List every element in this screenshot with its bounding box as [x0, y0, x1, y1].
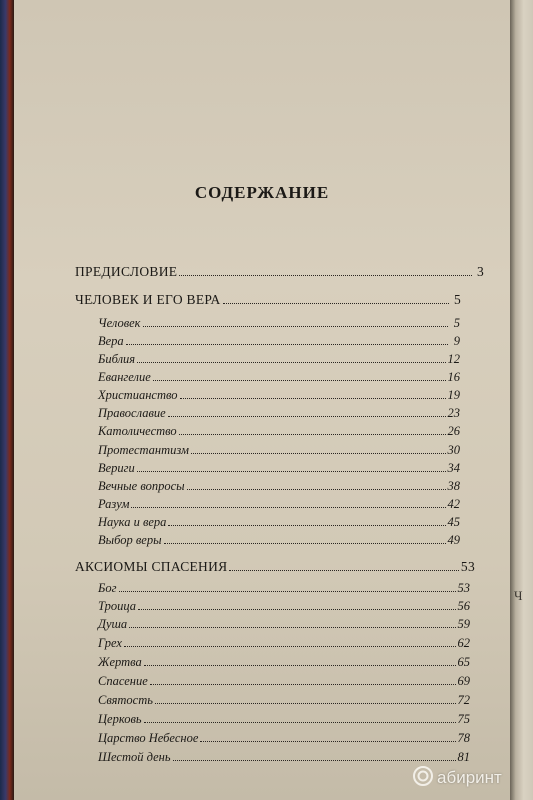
toc-page-number: 56 [457, 599, 470, 613]
toc-item-row [98, 690, 470, 708]
toc-page-number: 75 [457, 712, 470, 726]
toc-item-label: Выбор веры [98, 533, 162, 547]
toc-section-row [75, 290, 461, 308]
toc-item-label: Христианство [98, 388, 178, 402]
toc-item-label: Католичество [98, 424, 177, 438]
dot-leader [143, 313, 448, 327]
toc-item-row [98, 331, 460, 349]
toc-item-label: Вера [98, 334, 124, 348]
toc-page-number: 78 [457, 731, 470, 745]
toc-page-number: 3 [476, 264, 484, 279]
dot-leader [168, 403, 446, 417]
dot-leader [144, 652, 456, 666]
toc-item-row [98, 440, 460, 458]
dot-leader [131, 494, 445, 508]
labirint-logo-icon [412, 765, 437, 792]
toc-item-label: Святость [98, 693, 153, 707]
toc-page-number: 16 [447, 370, 460, 384]
toc-page-number: 12 [447, 352, 460, 366]
toc-item-label: Православие [98, 406, 166, 420]
toc-page-number: 23 [447, 406, 460, 420]
dot-leader [153, 367, 446, 381]
toc-item-row [98, 349, 460, 367]
toc-item-label: Разум [98, 497, 130, 511]
toc-item-row [98, 747, 470, 765]
toc-page-number: 5 [453, 316, 460, 330]
toc-item-label: Грех [98, 636, 122, 650]
dot-leader [129, 614, 455, 628]
toc-item-row [98, 512, 460, 530]
dot-leader [223, 290, 449, 304]
book-spine [0, 0, 14, 800]
toc-item-row [98, 385, 460, 403]
toc-page-number: 72 [457, 693, 470, 707]
toc-item-label: Вериги [98, 461, 135, 475]
toc-page-number: 62 [457, 636, 470, 650]
toc-item-row [98, 421, 460, 439]
toc-page-number: 45 [447, 515, 460, 529]
dot-leader [137, 349, 445, 363]
toc-page-number: 26 [447, 424, 460, 438]
dot-leader [180, 385, 446, 399]
dot-leader [144, 709, 456, 723]
toc-item-label: Шестой день [98, 750, 171, 764]
toc-page-number: 19 [447, 388, 460, 402]
toc-item-row [98, 367, 460, 385]
toc-item-label: Наука и вера [98, 515, 167, 529]
toc-page-number: 9 [453, 334, 460, 348]
dot-leader [164, 530, 446, 544]
dot-leader [179, 421, 446, 435]
toc-item-row [98, 458, 460, 476]
contents-page [14, 0, 510, 800]
toc-section-row [75, 262, 484, 280]
toc-item-row [98, 578, 470, 596]
toc-section-label: ЧЕЛОВЕК И ЕГО ВЕРА [75, 292, 221, 307]
toc-item-row [98, 652, 470, 670]
toc-section-row [75, 557, 475, 575]
toc-item-row [98, 476, 460, 494]
toc-section-label: АКСИОМЫ СПАСЕНИЯ [75, 559, 228, 574]
toc-page-number: 81 [457, 750, 470, 764]
dot-leader [173, 747, 456, 761]
dot-leader [168, 512, 445, 526]
toc-item-row [98, 614, 470, 632]
toc-page-number: 34 [447, 461, 460, 475]
toc-item-row [98, 596, 470, 614]
toc-page-number: 65 [457, 655, 470, 669]
next-page-edge [510, 0, 533, 800]
toc-page-number: 42 [447, 497, 460, 511]
toc-page-number: 30 [447, 443, 460, 457]
toc-item-label: Протестантизм [98, 443, 189, 457]
dot-leader [150, 671, 456, 685]
toc-page-number: 53 [457, 581, 470, 595]
toc-page-number: 69 [457, 674, 470, 688]
toc-item-row [98, 313, 460, 331]
toc-item-row [98, 709, 470, 727]
toc-item-row [98, 671, 470, 689]
dot-leader [124, 633, 456, 647]
toc-section-label: ПРЕДИСЛОВИЕ [75, 264, 178, 279]
toc-item-label: Бог [98, 581, 117, 595]
dot-leader [138, 596, 455, 610]
toc-item-label: Душа [98, 617, 128, 631]
dot-leader [119, 578, 456, 592]
toc-item-label: Церковь [98, 712, 142, 726]
dot-leader [179, 262, 472, 276]
toc-page-number: 38 [447, 479, 460, 493]
dot-leader [191, 440, 446, 454]
dot-leader [229, 557, 458, 571]
dot-leader [187, 476, 446, 490]
dot-leader [200, 728, 455, 742]
dot-leader [137, 458, 446, 472]
toc-item-row [98, 494, 460, 512]
page-title: СОДЕРЖАНИЕ [194, 183, 330, 202]
toc-page-number: 5 [453, 292, 461, 307]
watermark-text: абиринт [437, 768, 502, 787]
toc-page-number: 49 [447, 533, 460, 547]
toc-item-label: Евангелие [98, 370, 151, 384]
toc-item-label: Спасение [98, 674, 148, 688]
dot-leader [155, 690, 456, 704]
next-page-glyph: Ч [514, 588, 523, 603]
toc-item-row [98, 403, 460, 421]
watermark [412, 766, 502, 790]
toc-item-label: Библия [98, 352, 136, 366]
toc-item-row [98, 728, 470, 746]
toc-item-row [98, 530, 460, 548]
toc-page-number: 53 [460, 559, 475, 574]
toc-page-number: 59 [457, 617, 470, 631]
toc-item-label: Троица [98, 599, 137, 613]
toc-item-label: Человек [98, 316, 141, 330]
toc-item-row [98, 633, 470, 651]
toc-item-label: Царство Небесное [98, 731, 199, 745]
dot-leader [126, 331, 448, 345]
toc-item-label: Вечные вопросы [98, 479, 185, 493]
toc-item-label: Жертва [98, 655, 142, 669]
